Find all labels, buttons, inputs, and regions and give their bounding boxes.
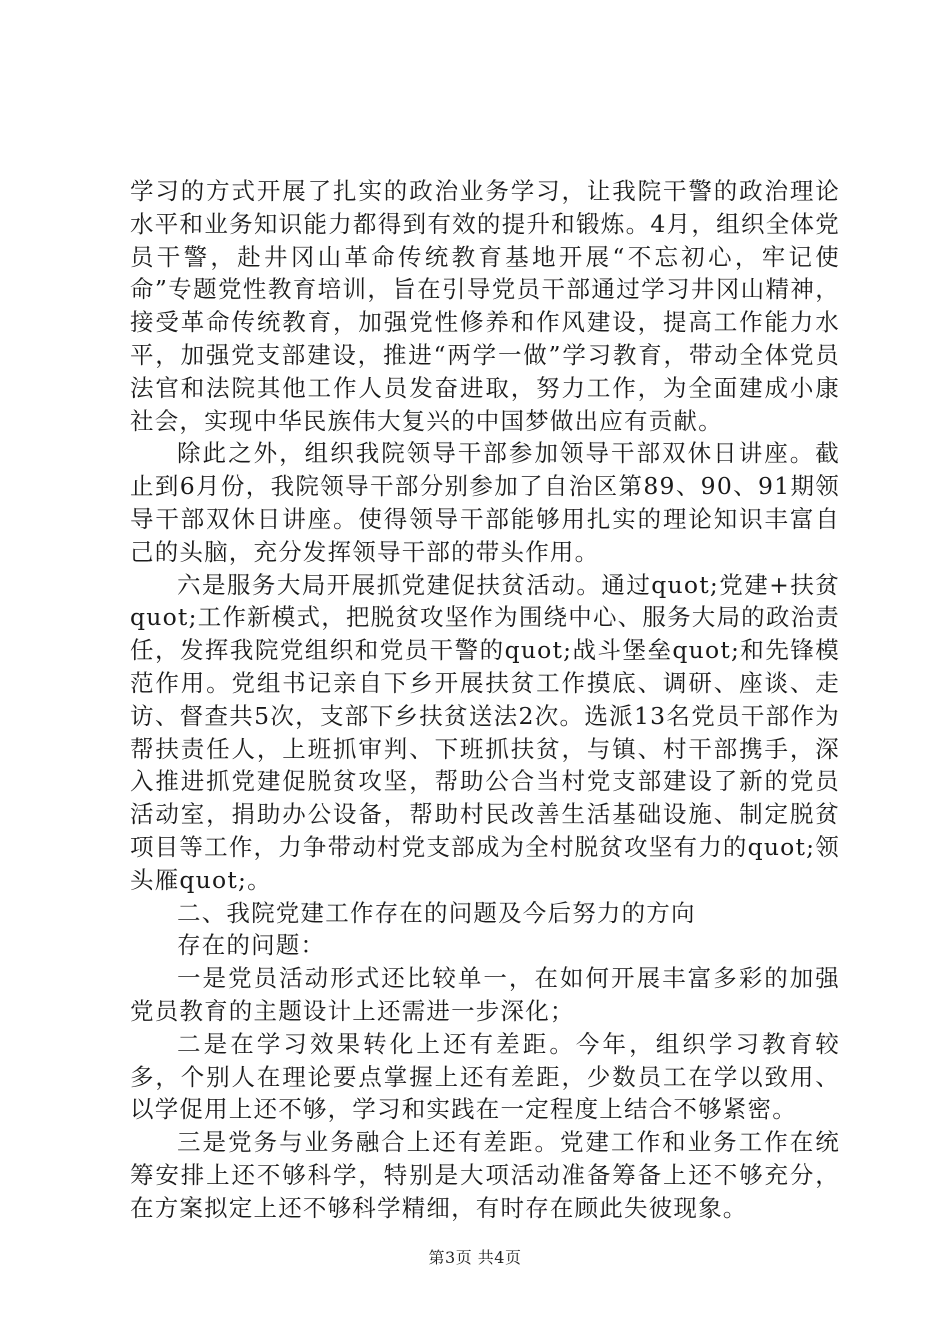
subheading-problems: 存在的问题： — [177, 931, 326, 960]
document-body — [130, 175, 840, 1225]
paragraph-2: 除此之外，组织我院领导干部参加领导干部双休日讲座。截止到6月份，我院领导干部分别参加了自治区第89、90、91期领导干部双休日讲座。使得领导干部能够用扎实的理论知识丰富自己的头脑，充分发挥领导干部的带头作用。 — [130, 439, 840, 566]
page-number-footer: 第3页 共4页 — [428, 1248, 522, 1267]
paragraph-1: 学习的方式开展了扎实的政治业务学习，让我院干警的政治理论水平和业务知识能力都得到有效的提升和锻炼。4月，组织全体党员干警，赴井冈山革命传统教育基地开展“不忘初心，牢记使命”专题党性教育培训，旨在引导党员干部通过学习井冈山精神，接受革命传统教育，加强党性修养和作风建设，提高工作能力水平，加强党支部建设，推进“两学一做”学习教育，带动全体党员法官和法院其他工作人员发奋进取，努力工作，为全面建成小康社会，实现中华民族伟大复兴的中国梦做出应有贡献。 — [130, 177, 840, 435]
problem-item-1: 一是党员活动形式还比较单一，在如何开展丰富多彩的加强党员教育的主题设计上还需进一步深化； — [130, 964, 840, 1025]
problem-item-3: 三是党务与业务融合上还有差距。党建工作和业务工作在统筹安排上还不够科学，特别是大项活动准备筹备上还不够充分，在方案拟定上还不够科学精细，有时存在顾此失彼现象。 — [130, 1128, 840, 1222]
section-heading: 二、我院党建工作存在的问题及今后努力的方向 — [177, 898, 696, 927]
problem-item-2: 二是在学习效果转化上还有差距。今年，组织学习教育较多，个别人在理论要点掌握上还有差距，少数员工在学以致用、以学促用上还不够，学习和实践在一定程度上结合不够紧密。 — [130, 1029, 840, 1124]
paragraph-3: 六是服务大局开展抓党建促扶贫活动。通过quot;党建+扶贫quot;工作新模式，把脱贫攻坚作为围绕中心、服务大局的政治责任，发挥我院党组织和党员干警的quot;战斗堡垒quot;和先锋模范作用。党组书记亲自下乡开展扶贫工作摸底、调研、座谈、走访、督查共5次，支部下乡扶贫送法2次。选派13名党员干部作为帮扶责任人，上班抓审判、下班抓扶贫，与镇、村干部携手，深入推进抓党建促脱贫攻坚，帮助公合当村党支部建设了新的党员活动室，捐助办公设备，帮助村民改善生活基础设施、制定脱贫项目等工作，力争带动村党支部成为全村脱贫攻坚有力的quot;领头雁quot;。 — [130, 570, 840, 894]
